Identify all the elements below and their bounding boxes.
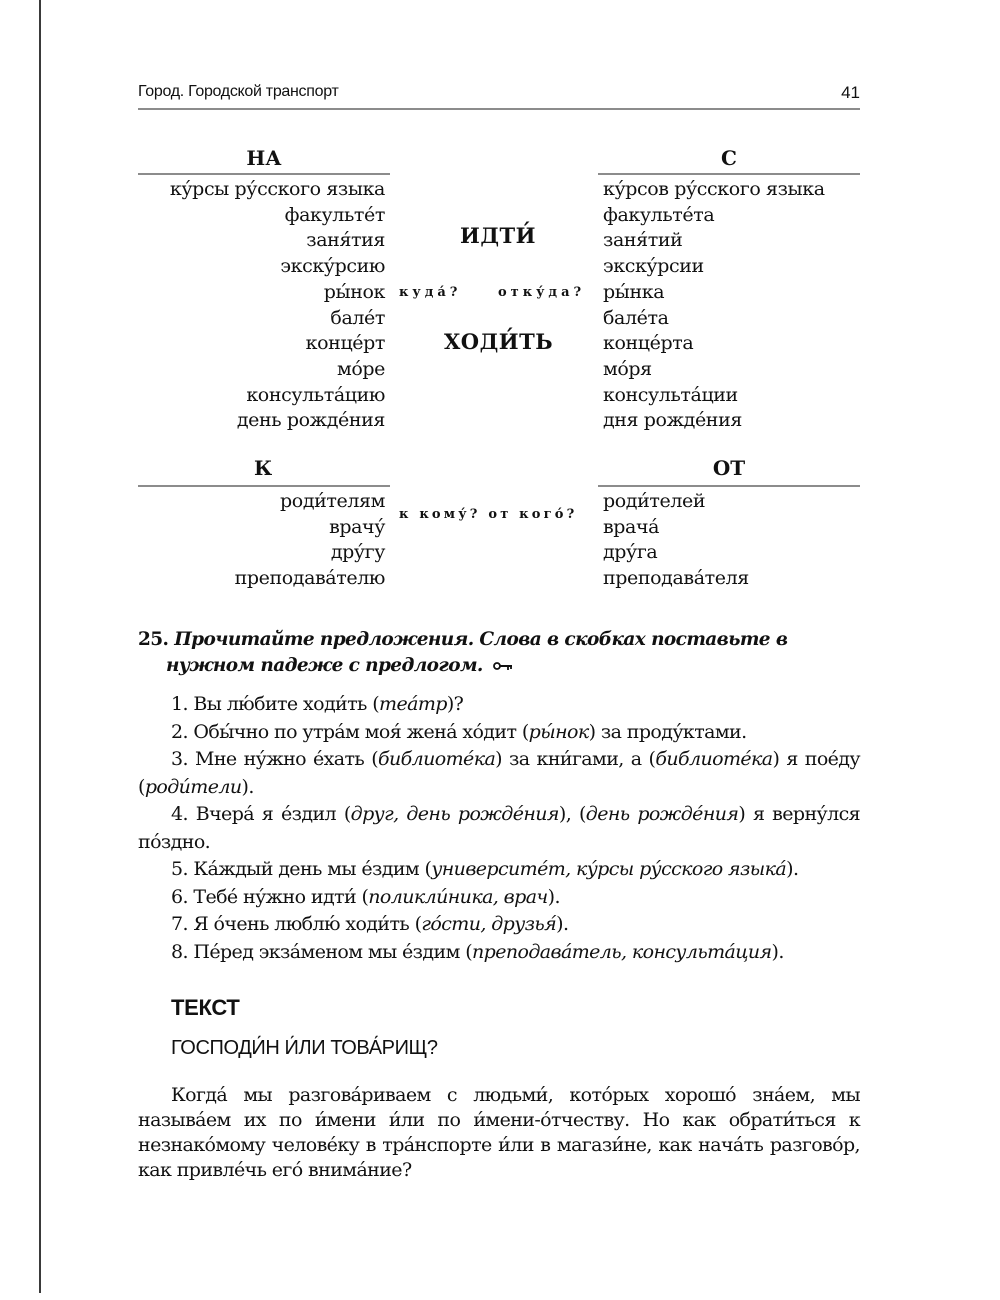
bracket-word: го́сти, друзья́ [421,913,557,935]
bracket-word: поликли́ника, врач [368,885,548,908]
running-head [138,83,860,107]
sentence-text: ). [241,775,254,798]
sentence-text: Пе́ред экза́меном мы е́здим ( [193,940,473,963]
item-number: 4. [171,803,196,825]
exercise-item [138,856,860,884]
item-number: 2. [171,720,194,743]
sentence-text: Вчера́ я е́здил ( [195,803,351,825]
sentence-text: ). [556,913,569,935]
instruction-text: Прочитайте предложения. Слова в скобках поставьте в нужном падеже с предлогом. [166,629,788,676]
list-item: дру́гу [330,541,385,564]
exercise-item [138,884,860,912]
column-header-s: С [721,146,737,170]
header-rule [138,108,860,110]
bracket-word: день рожде́ния [585,803,739,825]
bracket-word: теа́тр [379,693,447,715]
list-item: заня́тий [603,229,683,252]
column-header-k: К [254,456,273,480]
list-item: роди́телям [280,490,385,512]
list-item: бале́та [603,306,669,329]
list-item: дня рожде́ния [603,409,742,432]
bracket-word: библиоте́ка [378,748,496,770]
list-item: день рожде́ния [236,409,385,432]
list-item: заня́тия [306,229,385,252]
list-item: мо́ре [336,357,385,380]
column-rule-ot [598,485,860,487]
exercise-25 [138,627,860,966]
sentence-text: Обы́чно по утра́м моя́ жена́ хо́дит ( [193,720,529,743]
list-item: ры́нка [603,280,665,303]
column-header-na: НА [246,146,282,170]
item-number: 5. [171,858,194,880]
question-k-komu-ot-kogo: к кому́? от кого́? [399,507,578,522]
sentence-text: ) я верну́лся по́здно. [138,803,861,853]
list-item: консульта́ции [603,383,738,406]
item-number: 1. [171,693,194,715]
exercise-item [138,911,860,939]
sentence-text: Мне ну́жно е́хать ( [194,748,379,770]
sentence-text: ) за проду́ктами. [588,720,747,743]
exercise-number: 25. [138,629,169,650]
verb-khodit: ХОДИ́ТЬ [444,329,554,354]
sentence-text: ) за кни́гами, а ( [495,748,656,770]
item-number: 3. [171,748,195,770]
book-spine-edge [39,0,41,1293]
exercise-item [138,691,860,719]
list-item: конце́рт [305,332,385,355]
sentence-text: )? [446,693,464,715]
list-item: мо́ря [603,357,652,380]
key-icon [493,661,513,671]
sentence-text: Тебе́ ну́жно идти́ ( [193,885,369,908]
bracket-word: библиоте́ка [655,748,773,770]
sentence-text: ). [547,885,560,908]
page-number: 41 [841,83,860,102]
question-kuda: куда́? [399,285,462,300]
exercise-instruction [138,627,860,679]
column-rule-s [598,173,860,175]
list-item: врача́ [603,515,660,538]
question-otkuda: отку́да? [498,285,586,300]
list-ot-genitive [603,489,749,592]
column-header-ot: ОТ [712,456,746,480]
list-item: ры́нок [323,280,385,303]
exercise-items [138,691,860,966]
list-item: дру́га [603,541,658,564]
exercise-item [138,746,860,801]
list-item: экску́рсию [280,255,385,278]
list-item: преподава́теля [603,567,749,590]
list-item: консульта́цию [246,383,385,406]
sentence-text: Вы лю́бите ходи́ть ( [193,693,380,715]
list-item: факульте́та [603,203,715,226]
text-title: ГОСПОДИ́Н И́ЛИ ТОВА́РИЩ? [171,1037,438,1059]
list-item: экску́рсии [603,255,704,278]
sentence-text: Я о́чень люблю́ ходи́ть ( [193,913,422,935]
item-number: 8. [171,940,194,963]
list-s-genitive [603,177,825,434]
verb-idti: ИДТИ́ [460,223,536,248]
list-item: ку́рсов ру́сского языка [603,178,825,200]
list-item: ку́рсы ру́сского языка [169,178,385,200]
sentence-text: ), ( [558,803,586,825]
bracket-word: преподава́тель, консульта́ция [472,940,772,963]
column-rule-k [138,485,390,487]
list-item: факульте́т [284,203,385,226]
bracket-word: университе́т, ку́рсы ру́сского языка́ [431,858,787,880]
list-item: преподава́телю [234,567,385,590]
list-item: врачу́ [329,515,385,538]
list-item: конце́рта [603,332,694,355]
list-item: бале́т [330,306,385,329]
text-section [138,995,860,1183]
exercise-item [138,801,860,856]
item-number: 7. [171,913,194,935]
chapter-title: Город. Городской транспорт [138,83,339,100]
exercise-item [138,719,860,747]
bracket-word: друг, день рожде́ния [350,803,559,825]
sentence-text: ). [786,858,799,880]
bracket-word: роди́тели [144,775,242,798]
bracket-word: ры́нок [528,720,589,743]
exercise-item [138,939,860,967]
section-label: ТЕКСТ [171,995,240,1020]
column-rule-na [138,173,390,175]
list-na-accusative [170,177,385,434]
sentence-text: ) я пое́ду ( [138,748,860,798]
list-item: роди́телей [603,490,706,512]
text-paragraph: Когда́ мы разгова́риваем с людьми́, кото́рых хорошо́ зна́ем, мы называ́ем их по и́мени и́ли по и́мени-о́тчеству. Но как обрати́ться к незнако́мому челове́ку в тра́нспорте и́ли в магази́не, как нача́ть разгово́р, как привле́чь его́ внима́ние? [138,1084,860,1181]
item-number: 6. [171,885,194,908]
list-k-dative [235,489,385,592]
sentence-text: ). [771,940,784,963]
sentence-text: Ка́ждый день мы е́здим ( [193,858,432,880]
